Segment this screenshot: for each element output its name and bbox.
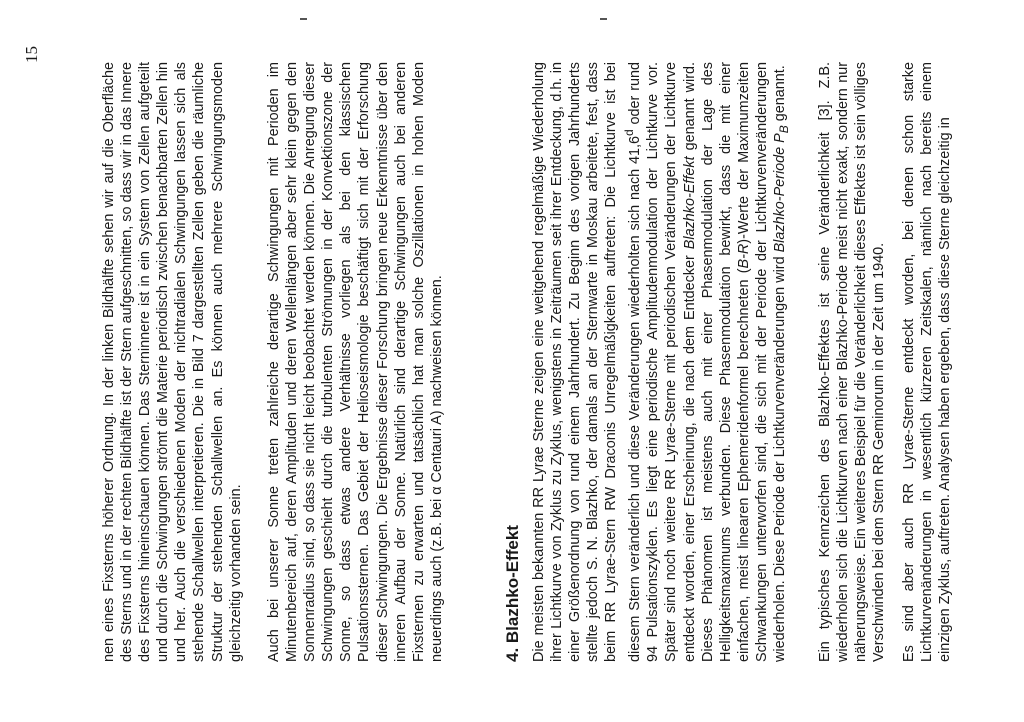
paragraph-text: Auch bei unserer Sonne treten zahlreiche derartige Schwingungen mit Perioden im Minutenbereich auf, deren Amplituden und deren Wellenlängen aber sehr klein gegen den Sonnenradius sind, so dass sie nicht leicht beobachtet werden können. Die Anregung dieser Schwingungen geschieht durch die turbulenten Strömungen in der Konvektionszone der Sonne, so dass etwas andere Verhältnisse vorliegen als bei den klassischen Pulsationssternen. Das Gebiet der Helioseismologie beschäftigt sich mit der Erforschung dieser Schwingungen. Die Ergebnisse dieser Forschung bringen neue Erkenntnisse über den inneren Aufbau der Sonne. Natürlich sind derartige Schwingungen auch bei anderen Fixsternen zu erwarten und tatsächlich hat man solche Oszillationen in hohen Moden neuerdings auch (z.B. bei α Centauri A) nachweisen können. <box>266 62 445 662</box>
paragraph-text: Ein typisches Kennzeichen des Blazhko-Effektes ist seine Veränderlichkeit [3]. Z.B. wiederholen sich die Lichtkurven nach einer Blazhko-Periode meist nicht exakt, sondern nur näherungsweise. Ein weiteres Beispiel für die Veränderlichkeit dieses Effektes ist sein völliges Verschwinden bei dem Stern RR Geminorum in der Zeit um 1940. <box>817 62 888 662</box>
scan-mark <box>300 18 307 20</box>
paragraph-text: nen eines Fixsterns höherer Ordnung. In der linken Bildhälfte sehen wir auf die Oberfläche des Sterns und in der rechten Bildhälfte ist der Stern aufgeschnitten, so dass wir in das Innere des Fixsterns hineinschauen können. Das Sterninnere ist in ein System von Zellen aufgeteilt und durch die Schwingungen strömt die Materie periodisch zwischen benachbarten Zellen hin und her. Auch die verschiedenen Moden der nichtradialen Schwingungen lassen sich als stehende Schallwellen interpretieren. Die in Bild 7 dargestellten Zellen geben die räumliche Struktur der stehenden Schallwellen an. Es können auch mehrere Schwingungsmoden gleichzeitig vorhanden sein. <box>101 62 244 662</box>
paragraph-text: Es sind aber auch RR Lyrae-Sterne entdeckt worden, bei denen schon starke Lichtkurvenänderungen in wesentlich kürzeren Zeitskalen, nämlich nach bereits einem einzigen Zyklus, auftreten. Analysen haben ergeben, dass diese Sterne gleichzeitig in <box>901 62 954 662</box>
paragraph-blazhko-intro <box>530 62 793 662</box>
paragraph-helioseismology <box>265 62 446 662</box>
scan-mark <box>600 18 607 20</box>
section-heading: 4. Blazhko-Effekt <box>503 525 522 662</box>
page-number: 15 <box>22 46 41 63</box>
paragraph-cell-structure <box>100 62 245 662</box>
scan-edge-marks <box>0 6 1024 26</box>
paragraph-short-timescales <box>900 62 954 662</box>
paragraph-variability <box>816 62 888 662</box>
paragraph-text: Die meisten bekannten RR Lyrae Sterne zeigen eine weitgehend regelmäßige Wiederholung ihrer Lichtkurve von Zyklus zu Zyklus, wenigstens in Zeiträumen seit ihrer Entdeckung, d.h. in einer Größenordnung von rund einem Jahrhundert. Zu Beginn des vorigen Jahrhunderts stellte jedoch S. N. Blazhko, der damals an der Sternwarte in Moskau arbeitete, fest, dass beim RR Lyrae-Stern RW Draconis Unregelmäßigkeiten auftreten: Die Lichtkurve ist bei diesem Stern veränderlich und diese Veränderungen wiederholten sich nach 41,6$^d$ oder rund 94 Pulsationszyklen. Es liegt eine periodische Amplitudenmodulation der Lichtkurve vor. Später sind noch weitere RR Lyrae-Sterne mit periodischen Veränderungen der Lichtkurve entdeckt worden, einer Erscheinung, die nach dem Entdecker Blazhko-Effekt genannt wird. Dieses Phänomen ist meistens auch mit einer Phasenmodulation der Lage des Helligkeitsmaximums verbunden. Diese Phasenmodulation bewirkt, dass die mit einer einfachen, meist linearen Ephemeridenformel berechneten (B-R)-Werte der Maximumzeiten Schwankungen unterworfen sind, die sich mit der Periode der Lichtkurvenveränderungen wiederholen. Diese Periode der Lichtkurvenveränderungen wird Blazhko-Periode $P_B$ genannt. <box>531 61 791 662</box>
